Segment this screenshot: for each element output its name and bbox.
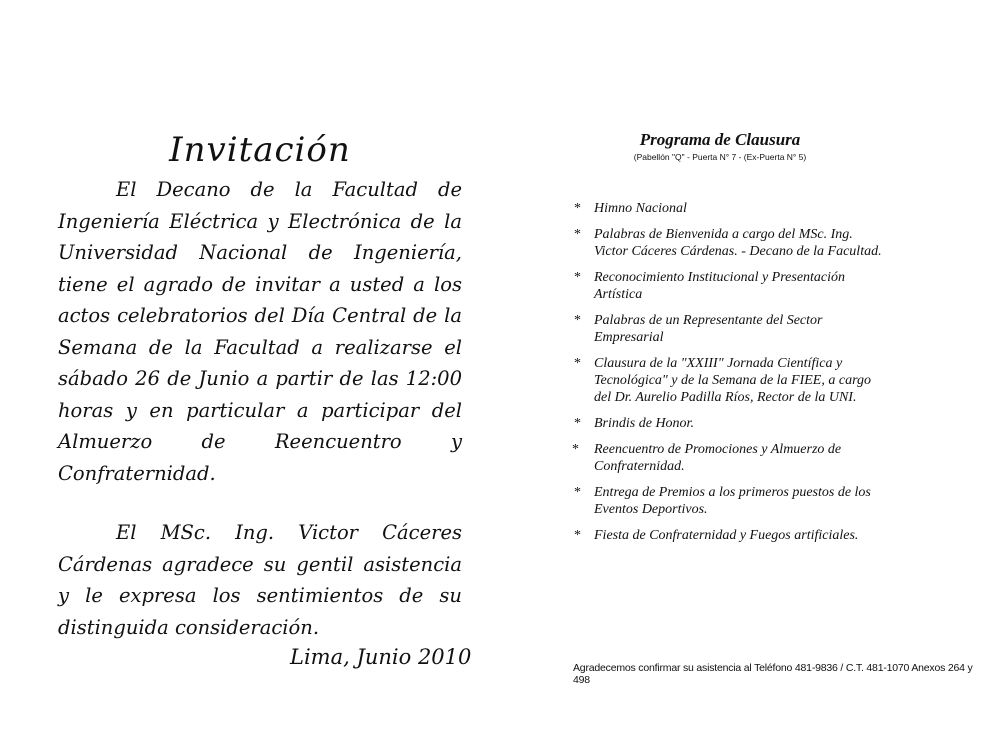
program-item: * Fiesta de Confraternidad y Fuegos artificiales. <box>574 528 859 543</box>
bullet-star: * <box>572 442 579 457</box>
bullet-star: * <box>574 485 581 500</box>
program-item: * Entrega de Premios a los primeros puestos de los Eventos Deportivos. <box>574 485 871 517</box>
program-item: * Reconocimiento Institucional y Presentación Artística <box>574 270 846 302</box>
program-title: Programa de Clausura <box>639 130 801 149</box>
signature-line: Lima, Junio 2010 <box>290 645 472 669</box>
invitation-panel <box>58 130 462 643</box>
program-item: * Palabras de un Representante del Sector Empresarial <box>574 313 823 345</box>
program-panel <box>560 130 940 553</box>
bullet-star: * <box>574 201 581 216</box>
invitation-paragraph-2: El MSc. Ing. Victor Cáceres Cárdenas agradece su gentil asistencia y le expresa los sentimientos de su distinguida consideración. <box>58 521 462 639</box>
rsvp-footer: Agradecemos confirmar su asistencia al Teléfono 481-9836 / C.T. 481-1070 Anexos 264 y 498 <box>573 662 973 686</box>
bullet-star: * <box>574 313 581 328</box>
bullet-star: * <box>574 270 581 285</box>
bullet-star: * <box>574 528 581 543</box>
program-subtitle: (Pabellón "Q" - Puerta N° 7 - (Ex-Puerta N° 5) <box>633 152 807 162</box>
program-item: * Reencuentro de Promociones y Almuerzo de Confraternidad. <box>572 442 842 474</box>
program-list <box>560 200 940 544</box>
invitation-paragraph-1: El Decano de la Facultad de Ingeniería Eléctrica y Electrónica de la Universidad Nacional de Ingeniería, tiene el agrado de invitar a usted a los actos celebratorios del Día Central de la Semana de la Facultad a realizarse el sábado 26 de Junio a partir de las 12:00 horas y en particular a participar del Almuerzo de Reencuentro y Confraternidad. <box>58 178 462 485</box>
program-item: * Clausura de la "XXIII" Jornada Científica y Tecnológica" y de la Semana de la FIEE, a cargo del Dr. Aurelio Padilla Ríos, Rector de la UNI. <box>574 356 872 405</box>
program-item: * Palabras de Bienvenida a cargo del MSc. Ing. Victor Cáceres Cárdenas. - Decano de la Facultad. <box>574 227 882 259</box>
bullet-star: * <box>574 356 581 371</box>
program-item: * Brindis de Honor. <box>574 416 694 431</box>
bullet-star: * <box>574 227 581 242</box>
bullet-star: * <box>574 416 581 431</box>
program-item: * Himno Nacional <box>574 201 687 216</box>
invitation-title: Invitación <box>169 130 351 170</box>
